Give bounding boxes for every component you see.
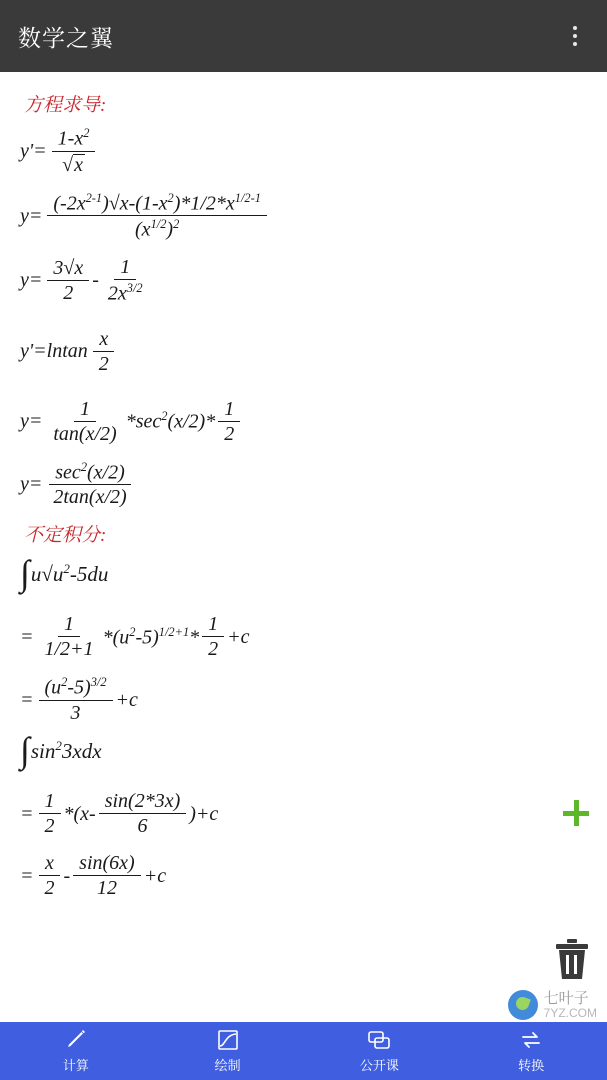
eq-lhs: y=	[20, 204, 43, 227]
eq-tail: +c	[143, 864, 167, 887]
eq-operator: -	[63, 864, 71, 887]
equation-integral-4	[20, 730, 591, 771]
nav-label: 绘制	[214, 1058, 241, 1073]
fraction-numerator: x	[39, 853, 60, 876]
nav-item-calculate[interactable]	[0, 1022, 152, 1080]
chat-icon	[367, 1028, 391, 1052]
fraction-denominator: tan(x/2)	[53, 422, 117, 445]
eq-lhs: =	[20, 625, 34, 648]
integral-icon: ∫	[20, 730, 30, 771]
plus-icon[interactable]	[563, 800, 589, 826]
fraction	[39, 791, 61, 837]
fraction	[47, 258, 89, 304]
fraction	[39, 614, 100, 660]
spacer	[16, 451, 591, 461]
spacer	[16, 596, 591, 614]
fraction-denominator: 1/2+1	[44, 638, 94, 661]
equation-derivative-4	[20, 329, 591, 375]
eq-text: $*\sec^2(x/2)*$	[125, 409, 216, 433]
fraction-numerator: sin(6x)	[73, 853, 141, 876]
fraction	[47, 399, 122, 445]
section-label-derivative: 方程求导:	[24, 95, 107, 116]
graph-icon	[216, 1028, 240, 1052]
fraction-numerator: $(-2x^{2-1})√x-(1-x^2)*1/2*x^{1/2-1}$	[47, 192, 267, 217]
eq-text: $*(u^2-5)^{1/2+1}*$	[102, 625, 200, 649]
watermark	[508, 990, 597, 1020]
fraction-denominator: 2tan(x/2)	[53, 486, 127, 509]
convert-icon	[519, 1028, 543, 1052]
fraction-denominator: 2	[44, 877, 55, 900]
more-vertical-icon[interactable]	[561, 19, 589, 53]
nav-item-openclass[interactable]	[304, 1022, 456, 1080]
leaf-icon	[508, 990, 538, 1020]
eq-body: $\sin^23xdx$	[30, 738, 102, 764]
fraction	[52, 127, 96, 176]
fraction-numerator: $1-x^2$	[52, 127, 96, 152]
eq-text: *(x-	[63, 802, 96, 825]
eq-lhs: =	[20, 688, 34, 711]
equation-derivative-3	[20, 257, 591, 305]
nav-item-convert[interactable]	[455, 1022, 607, 1080]
spacer	[16, 311, 591, 329]
fraction-denominator: √x	[62, 153, 83, 176]
eq-tail: +c	[227, 625, 250, 648]
fraction	[99, 791, 187, 837]
fraction	[47, 461, 132, 509]
equation-derivative-6	[20, 461, 591, 509]
eq-lhs: y'=lntan	[20, 340, 88, 363]
eq-lhs: y=	[20, 472, 43, 495]
fraction-numerator: 1	[58, 614, 80, 637]
fraction-denominator: 2	[44, 815, 55, 838]
dot	[573, 42, 577, 46]
fraction-denominator: 12	[96, 877, 117, 900]
fraction	[93, 329, 115, 375]
eq-tail: )+c	[189, 802, 219, 825]
fraction-denominator: 6	[137, 815, 148, 838]
fraction-denominator: 2	[208, 638, 219, 661]
fraction-denominator: 2	[98, 352, 109, 375]
section-label-integral: 不定积分:	[24, 525, 107, 547]
fraction-numerator: 1	[114, 257, 136, 280]
eq-lhs: =	[20, 864, 34, 887]
fraction-numerator: 1	[202, 614, 224, 637]
fraction-numerator: sin(2*3x)	[99, 791, 187, 814]
equation-integral-5	[20, 791, 591, 837]
spacer	[16, 381, 591, 399]
equation-derivative-5	[20, 399, 591, 445]
fraction-denominator: 2	[63, 281, 74, 304]
equation-derivative-1	[20, 127, 591, 176]
spacer	[16, 773, 591, 791]
watermark-domain: 7YZ.COM	[543, 1005, 597, 1020]
equation-integral-2	[20, 614, 591, 660]
fraction	[47, 192, 267, 241]
equation-integral-3	[20, 676, 591, 724]
fraction	[73, 853, 141, 899]
eq-lhs: =	[20, 802, 34, 825]
dot	[573, 26, 577, 30]
spacer	[16, 247, 591, 257]
fraction	[102, 257, 149, 305]
equation-derivative-2	[20, 192, 591, 241]
fraction-numerator: $\sec^2(x/2)$	[49, 461, 131, 486]
pencil-icon	[64, 1028, 88, 1052]
eq-lhs: y=	[20, 269, 43, 292]
eq-tail: +c	[115, 688, 138, 711]
bottom-navigation	[0, 1022, 607, 1080]
eq-operator: -	[92, 269, 99, 292]
nav-label: 计算	[62, 1058, 89, 1073]
fraction-numerator: 3√x	[47, 258, 89, 281]
fraction-denominator: 2	[224, 422, 235, 445]
fraction-denominator: 3	[70, 702, 81, 725]
fraction-numerator: 1	[39, 791, 61, 814]
dot	[573, 34, 577, 38]
fraction	[202, 614, 224, 660]
eq-lhs: y'=	[20, 139, 47, 162]
fraction-numerator: x	[93, 329, 114, 352]
fraction-numerator: 1	[74, 399, 96, 422]
nav-item-draw[interactable]	[152, 1022, 304, 1080]
results-area[interactable]	[0, 72, 607, 1022]
fraction-numerator: 1	[218, 399, 240, 422]
integral-icon: ∫	[20, 553, 30, 594]
nav-label: 转换	[518, 1058, 545, 1073]
fraction	[39, 676, 113, 724]
fraction-denominator: $(x^{1/2})^2$	[135, 217, 180, 241]
fraction	[218, 399, 240, 445]
nav-label: 公开课	[359, 1058, 399, 1073]
equation-integral-1	[20, 553, 591, 594]
fraction-numerator: $(u^2-5)^{3/2}$	[39, 676, 113, 701]
equation-integral-6	[20, 853, 591, 899]
fraction-denominator: $2x^{3/2}$	[107, 280, 143, 305]
eq-body: $u√u^2-5du$	[30, 561, 109, 587]
app-bar	[0, 0, 607, 72]
watermark-title: 七叶子	[543, 989, 589, 1007]
fraction	[39, 853, 61, 899]
spacer	[16, 182, 591, 192]
page-title: 数学之翼	[18, 24, 114, 51]
eq-lhs: y=	[20, 410, 43, 433]
trash-icon[interactable]	[553, 938, 591, 980]
